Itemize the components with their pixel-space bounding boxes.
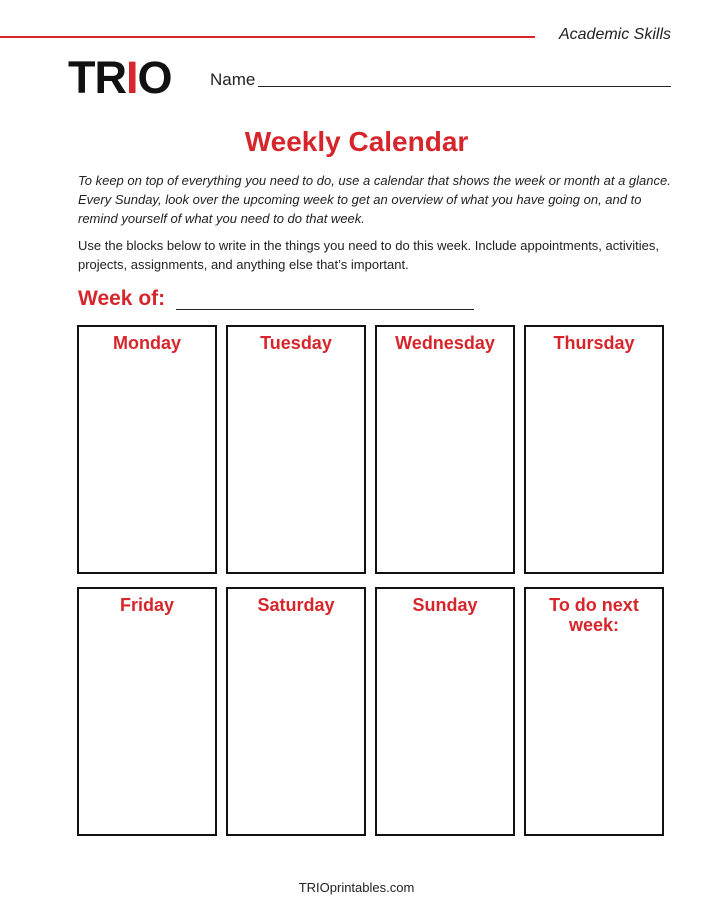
- day-title: Wednesday: [395, 333, 495, 353]
- page-title: Weekly Calendar: [244, 126, 469, 157]
- day-block-sunday[interactable]: [375, 587, 515, 836]
- week-of-label: Week of:: [78, 287, 166, 310]
- day-block-saturday[interactable]: [226, 587, 366, 836]
- header-rule: [0, 36, 535, 38]
- week-of-field[interactable]: [176, 309, 474, 310]
- day-title: Saturday: [257, 595, 335, 615]
- todo-next-week-block[interactable]: [524, 587, 664, 836]
- footer-url: TRIOprintables.com: [298, 880, 415, 895]
- intro-text: To keep on top of everything you need to do, use a calendar that shows the week or month at a glance. Every Sunday, look over the upcoming week to get an overview of what you have going on, and to remind yourself of what you need to do that week.: [78, 173, 671, 226]
- trio-logo: TRIO: [68, 52, 172, 103]
- day-title: Sunday: [412, 595, 478, 615]
- day-title: Friday: [119, 595, 175, 615]
- day-block-friday[interactable]: [77, 587, 217, 836]
- instructions-text: Use the blocks below to write in the things you need to do this week. Include appointments, activities, projects, assignments, and anything else that’s important.: [78, 238, 659, 272]
- name-label: Name: [210, 70, 256, 89]
- day-block-thursday[interactable]: [524, 325, 664, 574]
- day-block-wednesday[interactable]: [375, 325, 515, 574]
- day-title: Tuesday: [260, 333, 332, 353]
- name-field[interactable]: [258, 86, 671, 87]
- day-block-monday[interactable]: [77, 325, 217, 574]
- category-label: Academic Skills: [558, 26, 671, 43]
- day-block-tuesday[interactable]: [226, 325, 366, 574]
- day-title: Thursday: [553, 333, 635, 353]
- todo-title: To do next week:: [549, 595, 639, 635]
- day-title: Monday: [112, 333, 181, 353]
